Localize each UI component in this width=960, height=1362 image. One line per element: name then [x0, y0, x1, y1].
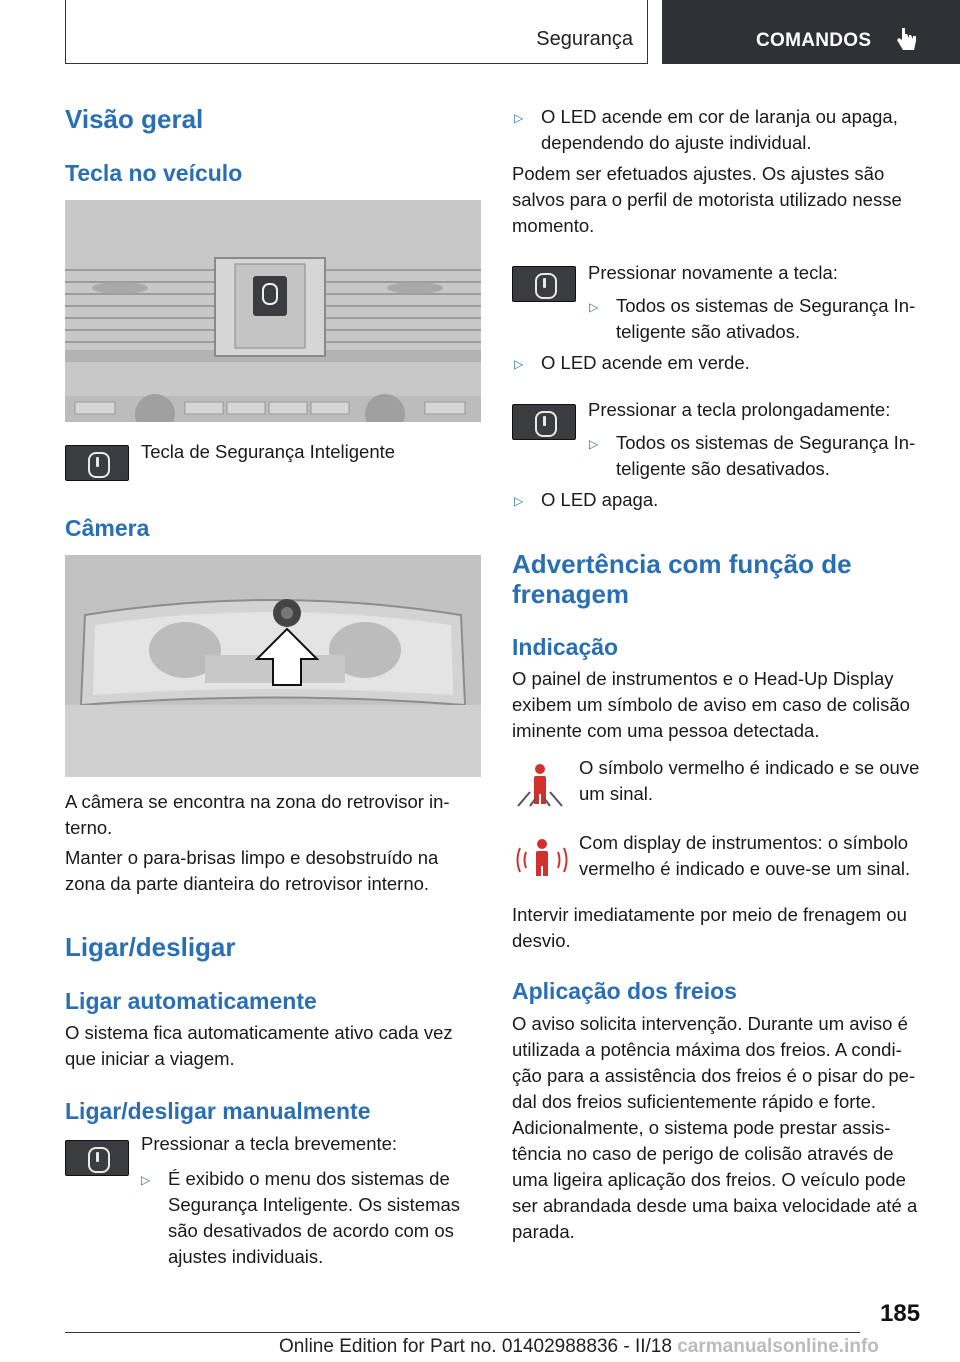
- intervene-text: Intervir imediatamente por meio de frenagem ou desvio.: [512, 904, 907, 951]
- heading-auto-on: Ligar automaticamente: [65, 988, 317, 1014]
- all-off-text: Todos os sistemas de Segurança In-teligente são desativados.: [616, 432, 916, 479]
- heading-on-off: Ligar/desligar: [65, 932, 236, 962]
- manual-press-text: Pressionar a tecla brevemente:: [141, 1133, 398, 1154]
- auto-on-text: O sistema fica automaticamente ativo cada vez que iniciar a viagem.: [65, 1022, 453, 1069]
- caption-safety-key: Tecla de Segurança Inteligente: [141, 441, 396, 462]
- bullet-triangle-icon: ▷: [589, 300, 599, 314]
- led-green-text: O LED acende em verde.: [541, 352, 750, 373]
- brake-application-text: O aviso solicita intervenção. Durante um aviso é utilizada a potência máxima dos freios. A condi-ção para a assistência dos freios é o pisar do pe-dal dos freios suficientemente rápido e forte. Adicionalmente, o sistema pode prestar assis-tência no caso de perigo de colisão através de uma ligeira aplicação dos freios. O veículo pode ser abrandada desde uma baixa velocidade até a parada.: [512, 1013, 918, 1242]
- heading-camera: Câmera: [65, 515, 150, 541]
- camera-location-text: A câmera se encontra na zona do retrovisor in-terno.: [65, 791, 450, 838]
- footer-edition: [279, 1336, 879, 1358]
- led-off-text: O LED apaga.: [541, 489, 659, 510]
- symbol-display-text: Com display de instrumentos: o símbolo vermelho é indicado e ouve-se um sinal.: [579, 832, 911, 879]
- press-again-text: Pressionar novamente a tecla:: [588, 262, 838, 283]
- safety-key-icon: [65, 445, 129, 481]
- settings-text: Podem ser efetuados ajustes. Os ajustes são salvos para o perfil de motorista utilizado nesse momento.: [512, 163, 902, 236]
- heading-brake-application: Aplicação dos freios: [512, 978, 737, 1004]
- bullet-triangle-icon: ▷: [589, 437, 599, 451]
- manual-bullet-text: É exibido o menu dos sistemas de Segurança Inteligente. Os sistemas são desativados de acordo com os ajustes individuais.: [168, 1168, 461, 1267]
- bullet-triangle-icon: ▷: [514, 357, 524, 371]
- safety-key-icon: [65, 1140, 129, 1176]
- heading-overview: Visão geral: [65, 104, 204, 134]
- pedestrian-warning-icon: [512, 762, 568, 810]
- bullet-triangle-icon: ▷: [514, 111, 524, 125]
- safety-key-icon: [512, 404, 576, 440]
- bullet-triangle-icon: ▷: [514, 494, 524, 508]
- camera-photo: [65, 555, 481, 777]
- symbol-red-text: O símbolo vermelho é indicado e se ouve um sinal.: [579, 757, 920, 804]
- heading-braking-warning: Advertência com função de frenagem: [512, 549, 852, 609]
- indication-text: O painel de instrumentos e o Head-Up Display exibem um símbolo de aviso em caso de colisão iminente com uma pessoa detectada.: [512, 668, 910, 741]
- header-chapter: COMANDOS: [756, 30, 872, 51]
- pedestrian-display-icon: [512, 838, 572, 878]
- heading-manual-on-off: Ligar/desligar manualmente: [65, 1098, 371, 1124]
- header-section: Segurança: [536, 28, 633, 50]
- camera-clean-text: Manter o para-brisas limpo e desobstruído na zona da parte dianteira do retrovisor interno.: [65, 847, 439, 894]
- footer-divider: [65, 1332, 860, 1333]
- console-photo: [65, 200, 481, 422]
- heading-indication: Indicação: [512, 634, 619, 660]
- press-long-text: Pressionar a tecla prolongadamente:: [588, 399, 891, 420]
- all-on-text: Todos os sistemas de Segurança In-teligente são ativados.: [616, 295, 916, 342]
- led-orange-text: O LED acende em cor de laranja ou apaga, dependendo do ajuste individual.: [541, 106, 898, 153]
- header-section-box: [65, 0, 648, 64]
- safety-key-icon: [512, 266, 576, 302]
- footer-brand: carmanualsonline.info: [677, 1336, 879, 1357]
- heading-key-in-vehicle: Tecla no veículo: [65, 160, 243, 186]
- page-number: 185: [880, 1300, 921, 1327]
- footer-edition-text: Online Edition for Part no. 01402988836 - II/18: [279, 1336, 672, 1357]
- bullet-triangle-icon: ▷: [141, 1173, 151, 1187]
- hand-pointer-icon: [892, 24, 922, 54]
